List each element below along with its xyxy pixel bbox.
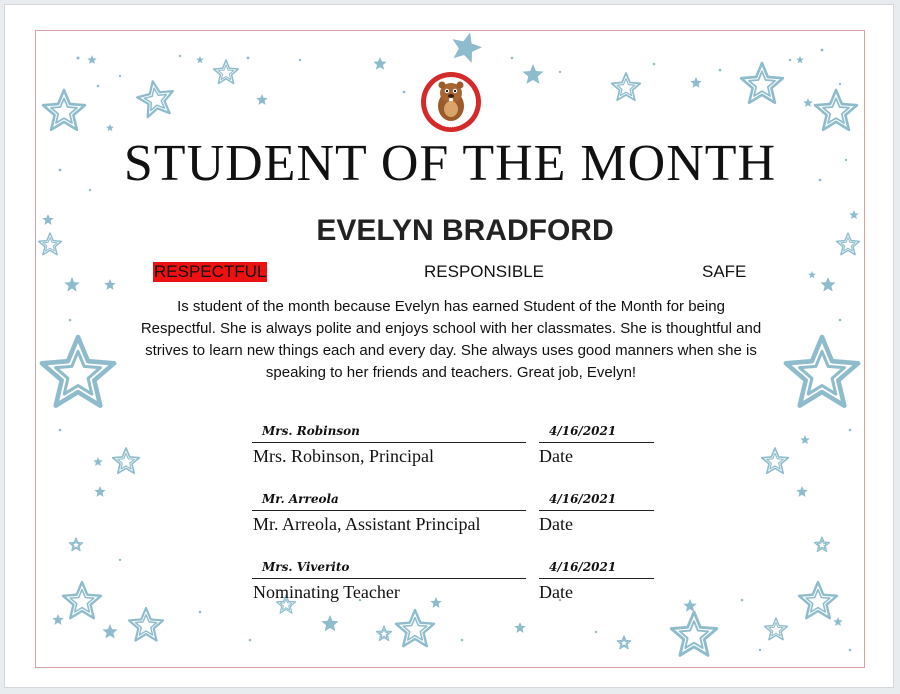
teacher-date-value: 4/16/2021 (549, 560, 617, 574)
star-dot-icon (97, 85, 100, 88)
star-icon (106, 124, 114, 131)
star-dot-icon (849, 429, 852, 432)
date-label: Date (539, 446, 573, 466)
principal-label: Mrs. Robinson, Principal (253, 446, 435, 466)
star-icon (796, 56, 804, 63)
star-icon (376, 626, 391, 641)
star-icon (800, 435, 810, 444)
star-icon (612, 73, 641, 100)
star-icon (196, 56, 204, 63)
award-description: Is student of the month because Evelyn has earned Student of the Month for being Respectful. She is always polite and enjoys school with her classmates. She is thoughtful and strives to learn new things each and every day. She always uses good manners when she is speaking to her friends and teachers. Great job, Evelyn! (140, 298, 762, 381)
trait-responsible: RESPONSIBLE (424, 262, 544, 281)
star-icon (690, 77, 701, 88)
star-icon (373, 57, 386, 70)
star-icon (69, 538, 82, 551)
star-icon (765, 618, 788, 640)
star-dot-icon (849, 649, 852, 652)
star-dot-icon (595, 631, 597, 633)
student-name: EVELYN BRADFORD (316, 214, 614, 247)
logo-text: LOWRIE (440, 121, 462, 130)
star-dot-icon (821, 49, 824, 52)
star-dot-icon (249, 639, 252, 642)
star-dot-icon (719, 69, 722, 72)
star-dot-icon (789, 59, 791, 61)
star-icon (808, 271, 816, 278)
star-dot-icon (69, 319, 72, 322)
assistant-principal-label: Mr. Arreola, Assistant Principal (253, 514, 481, 534)
star-dot-icon (759, 649, 761, 651)
star-dot-icon (119, 559, 121, 561)
star-icon (815, 90, 857, 130)
star-dot-icon (299, 59, 301, 61)
star-icon (453, 33, 482, 63)
star-icon (93, 457, 103, 466)
star-icon (87, 55, 97, 64)
star-icon (820, 277, 835, 292)
star-dot-icon (247, 57, 250, 60)
star-icon (214, 60, 239, 84)
star-dot-icon (403, 91, 406, 94)
star-icon (102, 624, 117, 639)
star-icon (104, 279, 115, 290)
date-line (539, 510, 654, 511)
star-dot-icon (179, 55, 181, 57)
signature-line (252, 578, 526, 579)
teacher-label: Nominating Teacher (253, 582, 400, 602)
star-icon (814, 537, 829, 552)
trait-respectful: RESPECTFUL (154, 262, 267, 281)
star-icon (42, 337, 114, 406)
star-dot-icon (511, 57, 514, 60)
star-icon (256, 94, 267, 105)
date-line (539, 442, 654, 443)
date-label: Date (539, 582, 573, 602)
trait-safe: SAFE (702, 262, 747, 281)
star-icon (833, 617, 843, 626)
star-icon (321, 615, 338, 631)
date-line (539, 578, 654, 579)
star-icon (514, 622, 525, 633)
teacher-signature: Mrs. Viverito (262, 560, 350, 574)
star-icon (430, 597, 441, 608)
star-dot-icon (653, 63, 656, 66)
star-dot-icon (559, 71, 561, 73)
star-icon (43, 90, 85, 130)
star-dot-icon (77, 57, 80, 60)
star-icon (523, 64, 544, 84)
star-icon (64, 277, 79, 292)
star-dot-icon (59, 429, 62, 432)
star-icon (762, 448, 789, 473)
star-icon (671, 612, 717, 655)
star-icon (803, 98, 813, 107)
signature-line (252, 442, 526, 443)
star-icon (786, 337, 858, 406)
principal-signature: Mrs. Robinson (262, 424, 360, 438)
date-label: Date (539, 514, 573, 534)
assistant-principal-signature: Mr. Arreola (262, 492, 339, 506)
star-icon (113, 448, 140, 473)
star-dot-icon (839, 319, 842, 322)
signature-line (252, 510, 526, 511)
star-icon (396, 610, 434, 646)
star-icon (94, 486, 105, 497)
star-icon (741, 63, 783, 103)
star-dot-icon (741, 599, 744, 602)
principal-date-value: 4/16/2021 (549, 424, 617, 438)
star-icon (63, 582, 101, 618)
star-icon (796, 486, 807, 497)
star-icon (683, 599, 696, 612)
star-icon (137, 81, 173, 117)
certificate-title: STUDENT OF THE MONTH (123, 135, 777, 192)
star-dot-icon (461, 639, 464, 642)
star-icon (799, 582, 837, 618)
beaver-mascot-logo (420, 71, 482, 133)
star-dot-icon (839, 83, 841, 85)
star-icon (617, 636, 630, 649)
star-icon (129, 608, 163, 641)
assistant-principal-date-value: 4/16/2021 (549, 492, 617, 506)
star-dot-icon (119, 75, 121, 77)
star-icon (52, 614, 63, 625)
star-dot-icon (199, 611, 202, 614)
